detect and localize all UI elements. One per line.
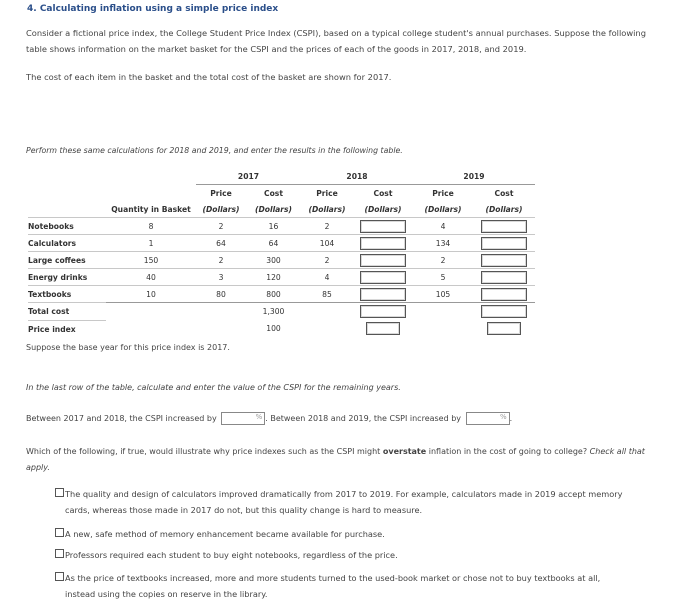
last-row-note: In the last row of the table, calculate and enter the value of the CSPI for the remaining years.: [26, 383, 401, 392]
cost-2018-input[interactable]: [360, 237, 406, 250]
cost-2017-cell: 300: [246, 252, 301, 269]
price-2017-cell: 3: [196, 269, 246, 286]
item-name: Textbooks: [28, 286, 106, 303]
table-row: [28, 252, 535, 269]
cost-2019-input[interactable]: [481, 237, 527, 250]
price-2018-cell: 2: [301, 218, 353, 235]
option-2-checkbox[interactable]: [55, 528, 64, 537]
quantity-cell: 1: [106, 235, 196, 252]
cost-2019-input[interactable]: [481, 288, 527, 301]
quantity-header: Quantity in Basket: [111, 204, 191, 214]
table-row: [28, 286, 535, 303]
dollars-header: (Dollars): [364, 204, 402, 214]
page-title: 4. Calculating inflation using a simple price index: [27, 4, 279, 14]
cost-2019-input[interactable]: [481, 271, 527, 284]
cost-header: Cost: [494, 188, 514, 198]
cost-2018-input[interactable]: [360, 254, 406, 267]
question-post: inflation in the cost of going to college?: [426, 447, 590, 456]
quantity-cell: 8: [106, 218, 196, 235]
price-table: [28, 168, 535, 337]
item-name: Energy drinks: [28, 269, 106, 286]
year-2018-header: 2018: [301, 168, 413, 185]
question-check: Check all that apply.: [26, 447, 645, 472]
instructions: Perform these same calculations for 2018 and 2019, and enter the results in the following table.: [26, 146, 403, 155]
item-name: Notebooks: [28, 218, 106, 235]
price-2017-cell: 64: [196, 235, 246, 252]
dollars-header: (Dollars): [308, 204, 346, 214]
option-1-checkbox[interactable]: [55, 488, 64, 497]
increase-2018-2019-input[interactable]: [466, 412, 510, 425]
index-label: Price index: [28, 321, 106, 338]
price-2017-cell: 80: [196, 286, 246, 303]
option-3-label: Professors required each student to buy eight notebooks, regardless of the price.: [65, 550, 398, 560]
price-2019-cell: 4: [413, 218, 473, 235]
price-2017-cell: 2: [196, 218, 246, 235]
price-2018-cell: 2: [301, 252, 353, 269]
quantity-cell: 40: [106, 269, 196, 286]
total-2017-cell: 1,300: [246, 303, 301, 321]
dollars-header: (Dollars): [202, 204, 240, 214]
total-2018-input[interactable]: [360, 305, 406, 318]
item-name: Large coffees: [28, 252, 106, 269]
question-bold: overstate: [382, 447, 427, 456]
quantity-cell: 150: [106, 252, 196, 269]
price-2019-cell: 105: [413, 286, 473, 303]
cost-2019-input[interactable]: [481, 254, 527, 267]
price-2019-cell: 5: [413, 269, 473, 286]
price-header: Price: [432, 188, 454, 198]
period: .: [509, 414, 513, 423]
between-text-2: . Between 2018 and 2019, the CSPI increased by: [265, 414, 462, 423]
table-row: [28, 218, 535, 235]
dollars-header: (Dollars): [424, 204, 462, 214]
question-text: [26, 444, 646, 476]
increase-2017-2018-input[interactable]: [221, 412, 265, 425]
option-2-label: A new, safe method of memory enhancement became available for purchase.: [65, 529, 385, 539]
percent-sign: %: [499, 413, 507, 421]
table-row: [28, 269, 535, 286]
between-text-1: Between 2017 and 2018, the CSPI increased by: [26, 414, 217, 423]
cost-2018-input[interactable]: [360, 271, 406, 284]
dollars-header: (Dollars): [485, 204, 523, 214]
option-4-checkbox[interactable]: [55, 572, 64, 581]
year-2017-header: 2017: [196, 168, 301, 185]
cost-note: The cost of each item in the basket and the total cost of the basket are shown for 2017.: [26, 72, 392, 82]
price-2019-cell: 2: [413, 252, 473, 269]
price-2018-cell: 85: [301, 286, 353, 303]
cost-2017-cell: 64: [246, 235, 301, 252]
price-header: Price: [210, 188, 232, 198]
cost-2017-cell: 120: [246, 269, 301, 286]
cost-2018-input[interactable]: [360, 288, 406, 301]
question-pre: Which of the following, if true, would illustrate why price indexes such as the CSPI might: [26, 447, 383, 456]
total-2019-input[interactable]: [481, 305, 527, 318]
cost-2017-cell: 800: [246, 286, 301, 303]
cost-2017-cell: 16: [246, 218, 301, 235]
intro-paragraph: Consider a fictional price index, the College Student Price Index (CSPI), based on a typical college student's annual purchases. Suppose the following table shows information on the market basket for the CSPI and the prices of each of the goods in 2017, 2018, and 2019.: [26, 28, 646, 54]
cost-2018-input[interactable]: [360, 220, 406, 233]
base-year-note: Suppose the base year for this price index is 2017.: [26, 343, 230, 352]
index-2019-input[interactable]: [487, 322, 521, 335]
price-2018-cell: 104: [301, 235, 353, 252]
year-2019-header: 2019: [413, 168, 535, 185]
cost-header: Cost: [264, 188, 283, 198]
price-2019-cell: 134: [413, 235, 473, 252]
table-row: [28, 235, 535, 252]
percent-sign: %: [255, 413, 263, 421]
price-2017-cell: 2: [196, 252, 246, 269]
option-3-checkbox[interactable]: [55, 549, 64, 558]
dollars-header: (Dollars): [254, 204, 293, 214]
price-header: Price: [316, 188, 338, 198]
index-row: [28, 321, 535, 338]
index-2018-input[interactable]: [366, 322, 400, 335]
item-name: Calculators: [28, 235, 106, 252]
option-1-label: The quality and design of calculators improved dramatically from 2017 to 2019. For example, calculators made in 2019 accept memory cards, whereas those made in 2017 do not, but this quality change is hard to measure.: [65, 489, 623, 515]
option-4-label: As the price of textbooks increased, more and more students turned to the used-book market or chose not to buy textbooks at all, instead using the copies on reserve in the library.: [65, 573, 601, 599]
total-label: Total cost: [28, 303, 106, 321]
index-2017-cell: 100: [266, 324, 281, 334]
cost-header: Cost: [373, 188, 393, 198]
price-2018-cell: 4: [301, 269, 353, 286]
cost-2019-input[interactable]: [481, 220, 527, 233]
quantity-cell: 10: [106, 286, 196, 303]
total-row: [28, 303, 535, 321]
increase-sentence: [26, 412, 512, 425]
